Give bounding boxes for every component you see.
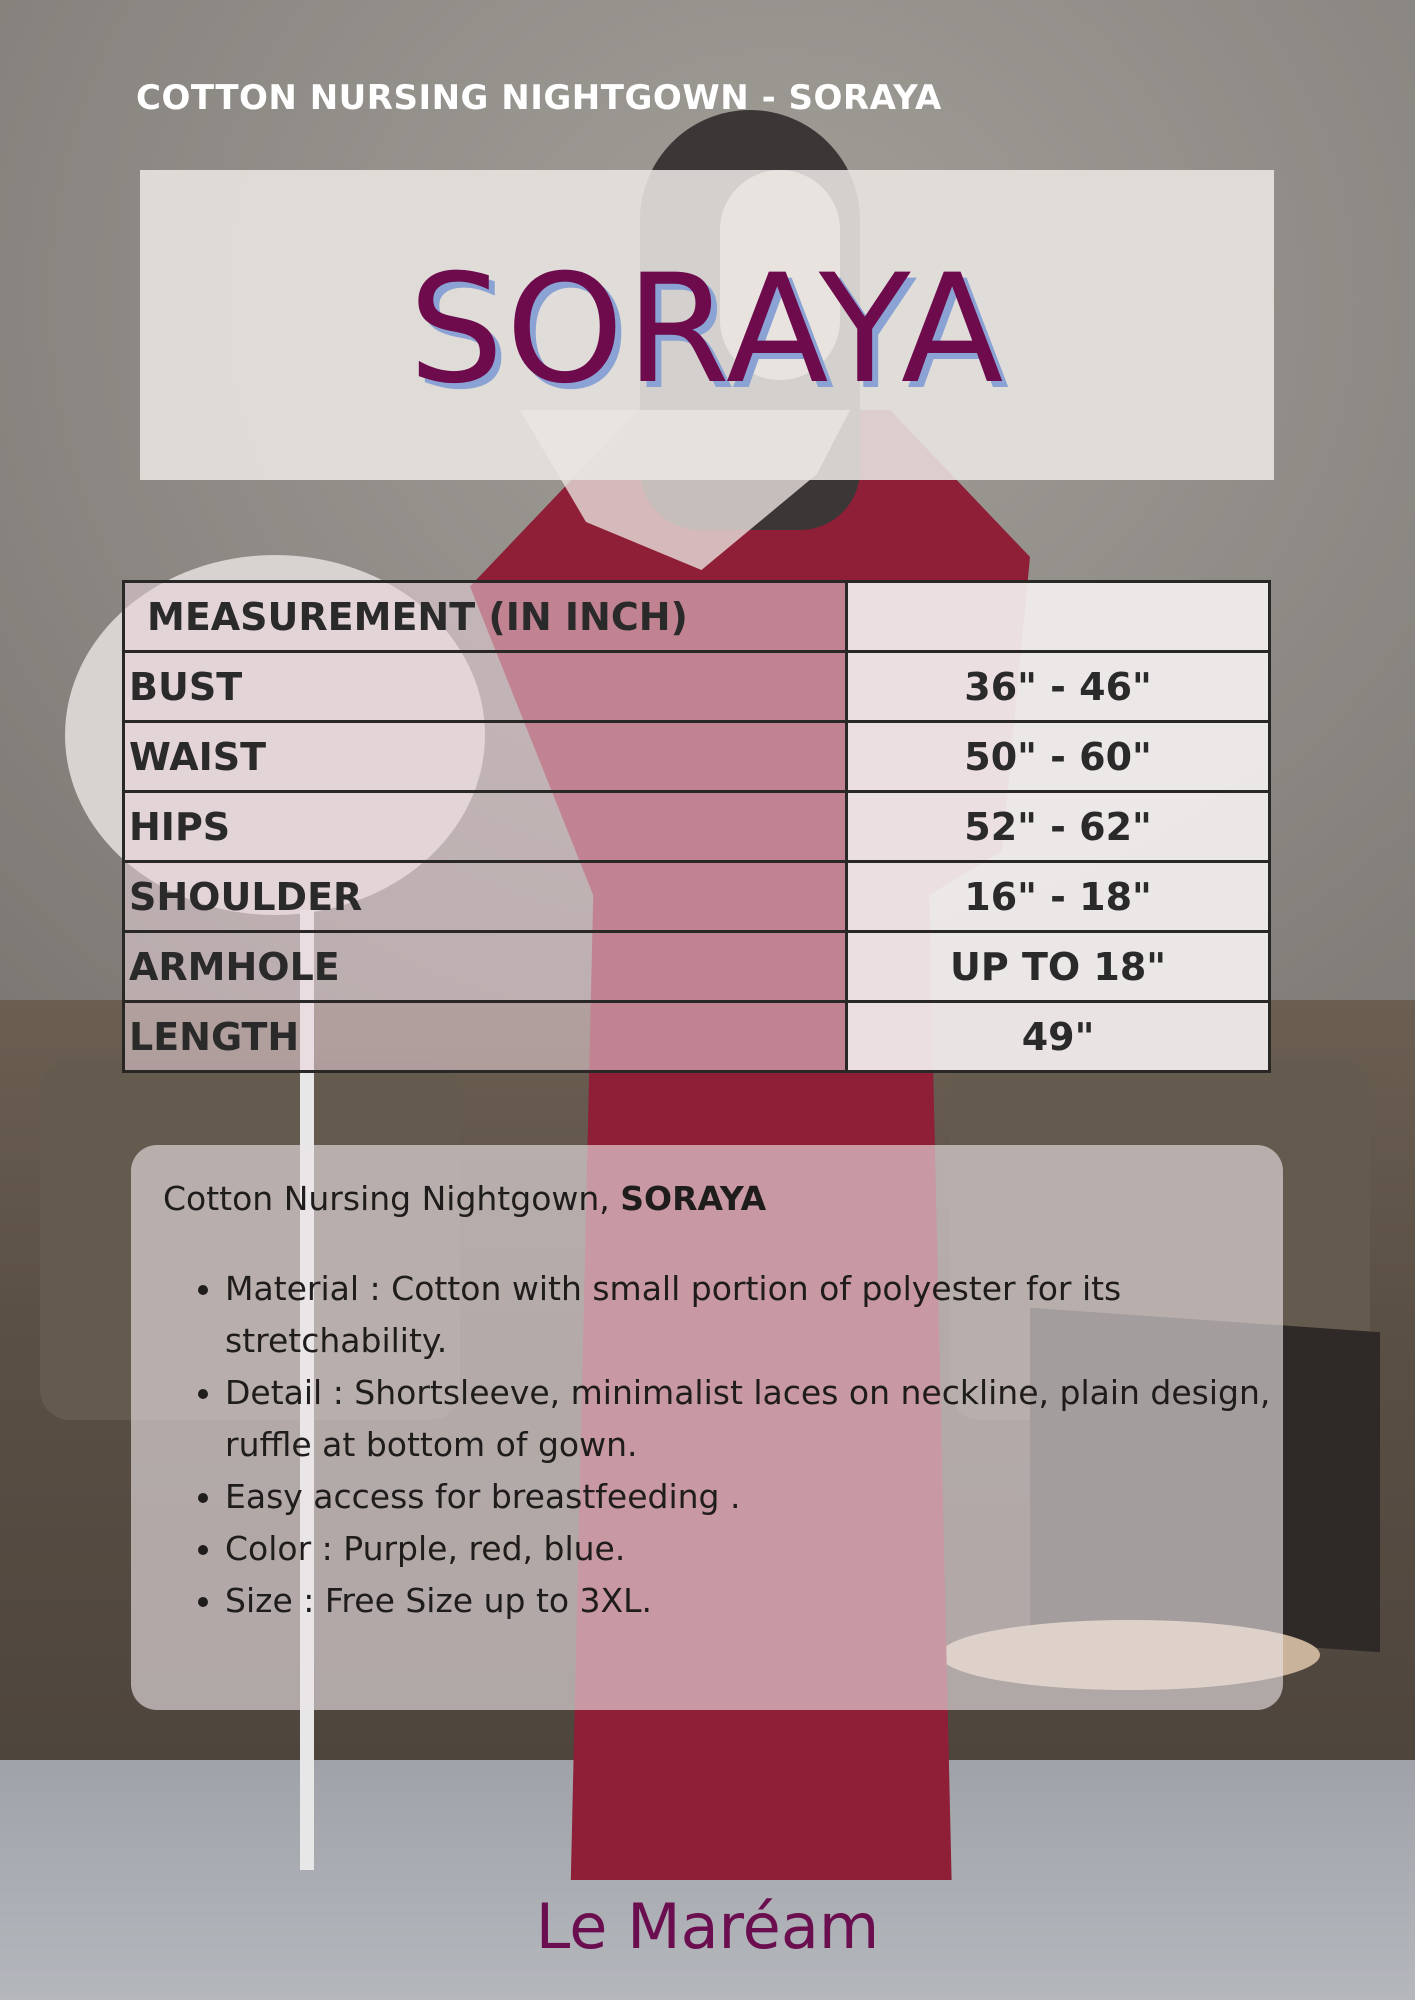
hero-banner [140,170,1274,480]
measure-value: 16" - 18" [847,862,1270,932]
list-item: • Size : Free Size up to 3XL. [225,1575,1295,1627]
list-item: • Easy access for breastfeeding . [225,1471,1295,1523]
measurement-table [122,580,1271,1073]
table-row [124,722,1270,792]
table-header-value [847,582,1270,652]
table-row [124,652,1270,722]
description-card [131,1145,1283,1710]
table-row [124,792,1270,862]
list-item: • Color : Purple, red, blue. [225,1523,1295,1575]
table-row [124,1002,1270,1072]
table-header-row [124,582,1270,652]
list-item: • Detail : Shortsleeve, minimalist laces on neckline, plain design, ruffle at bottom of gown. [225,1367,1295,1471]
table-row [124,862,1270,932]
list-item: • Material : Cotton with small portion of polyester for its stretchability. [225,1263,1295,1367]
measure-label: ARMHOLE [124,932,847,1002]
description-heading [163,1179,766,1218]
measure-label: WAIST [124,722,847,792]
measure-label: BUST [124,652,847,722]
measure-value: 36" - 46" [847,652,1270,722]
description-intro: Cotton Nursing Nightgown, [163,1179,610,1218]
measure-value: 50" - 60" [847,722,1270,792]
product-name-heading: SORAYA [408,243,1006,417]
measure-label: LENGTH [124,1002,847,1072]
feature-list [163,1263,1295,1627]
table-row [124,932,1270,1002]
measure-label: HIPS [124,792,847,862]
measure-label: SHOULDER [124,862,847,932]
measure-value: UP TO 18" [847,932,1270,1002]
measure-value: 49" [847,1002,1270,1072]
description-intro-bold: SORAYA [620,1179,767,1218]
page-title: COTTON NURSING NIGHTGOWN - SORAYA [136,78,942,118]
table-header-label: MEASUREMENT (IN INCH) [124,582,847,652]
brand-logo: Le Maréam [535,1890,880,1963]
measure-value: 52" - 62" [847,792,1270,862]
